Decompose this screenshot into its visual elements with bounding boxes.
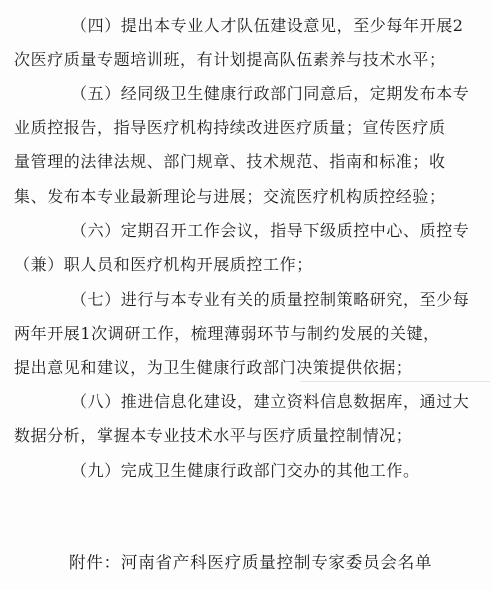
paragraph-6-line-1: （六）定期召开工作会议，指导下级质控中心、质控专 xyxy=(71,221,470,240)
paragraph-5-line-3: 量管理的法律法规、部门规章、技术规范、指南和标准；收 xyxy=(14,152,446,171)
paragraph-8-line-2: 数据分析，掌握本专业技术水平与医疗质量控制情况； xyxy=(14,426,413,445)
paragraph-7-line-3: 提出意见和建议，为卫生健康行政部门决策提供依据； xyxy=(14,358,413,377)
paragraph-7-line-1: （七）进行与本专业有关的质量控制策略研究，至少每 xyxy=(71,290,470,309)
paragraph-8-line-1: （八）推进信息化建设，建立资料信息数据库，通过大 xyxy=(71,392,470,411)
paragraph-5-line-2: 业质控报告，指导医疗机构持续改进医疗质量；宣传医疗质 xyxy=(14,118,446,137)
paragraph-7-line-2: 两年开展1次调研工作，梳理薄弱环节与制约发展的关键， xyxy=(14,324,440,343)
attachment-line: 附件：河南省产科医疗质量控制专家委员会名单 xyxy=(69,553,433,572)
paragraph-6-line-2: （兼）职人员和医疗机构开展质控工作； xyxy=(14,255,313,274)
paragraph-5-line-4: 集、发布本专业最新理论与进展；交流医疗机构质控经验； xyxy=(14,187,446,206)
paragraph-5-line-1: （五）经同级卫生健康行政部门同意后，定期发布本专 xyxy=(71,84,470,103)
faint-divider xyxy=(300,381,490,382)
paragraph-9-line-1: （九）完成卫生健康行政部门交办的其他工作。 xyxy=(71,461,420,480)
paragraph-4-line-2: 次医疗质量专题培训班，有计划提高队伍素养与技术水平； xyxy=(14,50,446,69)
paragraph-4-line-1: （四）提出本专业人才队伍建设意见，至少每年开展2 xyxy=(71,16,464,35)
